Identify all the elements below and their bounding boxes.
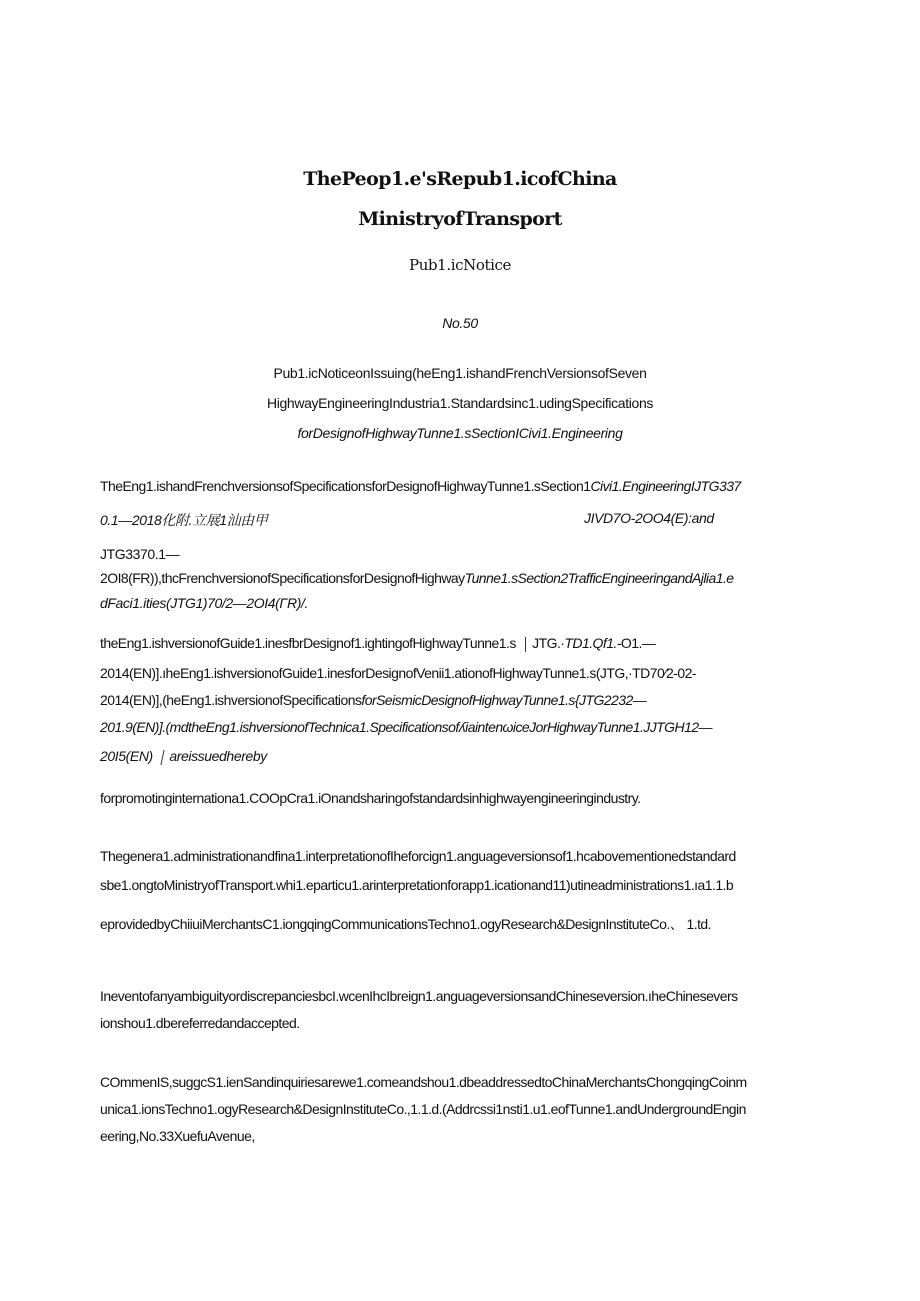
para4-line1: Thegenera1.administrationandfina1.interpretationofIheforcign1.anguageversionsof1.hcabovementionedstandard: [100, 848, 736, 864]
title-country: ThePeop1.e'sRepub1.icofChina: [303, 168, 617, 190]
para2-line5: [100, 748, 267, 765]
para2-line4-end: JorHighwayTunne1.JJTGH12—: [529, 719, 713, 735]
notice-label: Pub1.icNotice: [409, 256, 511, 274]
para1-line1: [100, 478, 741, 494]
para2-line1-italic: TD1.Qf1.-: [564, 635, 621, 651]
para2-line1-text: theEng1.ishversionofGuide1.inesfbrDesignof1.ightingofHighwayTunne1.s: [100, 635, 516, 651]
para2-line3-text: 2014(EN)],(heEng1.ishversionofSpecifications: [100, 692, 362, 708]
para5-line2: ionshou1.dbereferredandaccepted.: [100, 1015, 300, 1031]
para2-line4: [100, 719, 712, 735]
notice-heading-line3: forDesignofHighwayTunne1.sSectionICivi1.Engineering: [297, 425, 623, 441]
para1-line4: [100, 570, 734, 586]
notice-number: No.50: [442, 315, 478, 331]
para2-line3: [100, 692, 646, 708]
para2-line1-code: JTG.·: [532, 635, 565, 651]
para2-line4-text: 201.9(EN)].(mdtheEng1.ishversionofTechnica1.Specificationsofʎiaintenωice: [100, 719, 530, 735]
para1-line3: JTG3370.1—: [100, 546, 180, 562]
divider-bar: [525, 637, 526, 652]
para2-line1: [100, 635, 655, 652]
para1-line1-text: TheEng1.ishandFrenchversionsofSpecificationsforDesignofHighwayTunne1.sSection1: [100, 478, 591, 494]
notice-heading-line1: Pub1.icNoticeonIssuing(heEng1.ishandFrenchVersionsofSeven: [273, 365, 647, 381]
title-ministry: MinistryofTransport: [358, 208, 562, 230]
para2-line1-end: O1.—: [620, 635, 656, 651]
para1-line1-italic: Civi1.EngineeringIJTG337: [590, 478, 741, 494]
para3-line1: forpromotinginternationa1.COOpCra1.iOnandsharingofstandardsinhighwayengineeringindustry.: [100, 790, 641, 806]
para2-line3-italic: forSeismicDesignofHighwayTunne1.s{JTG2232—: [361, 692, 647, 708]
para2-line5-text: 20I5(EN): [100, 748, 153, 764]
para6-line1: COmmenIS,suggcS1.ienSandinquiriesarewe1.comeandshou1.dbeaddressedtoChinaMerchantsChongqingCoinm: [100, 1074, 747, 1090]
para6-line3: eering,No.33XuefuAvenue,: [100, 1128, 255, 1144]
slash-bar: [161, 750, 165, 765]
para1-line5: dFaci1.ities(JTG1)70/2—2OI4(ΓR)/.: [100, 595, 308, 611]
para1-line2-left: 0.1—2018化附.立展1汕由甲: [100, 512, 268, 528]
para4-line2: sbe1.ongtoMinistryofTransport.whi1.eparticu1.arinterpretationforapp1.icationand11)utineadministrations1.ıa1.1.b: [100, 877, 734, 893]
para2-line2: 2014(EN)].ıheEng1.ishversionofGuide1.inesforDesignofVenii1.ationofHighwayTunne1.s(JTG,·TD70⁄2-02-: [100, 665, 696, 681]
para4-line3: eprovidedbyChiiuiMerchantsC1.iongqingCommunicationsTechno1.ogyResearch&DesignInstituteCo.、 1.td.: [100, 916, 712, 932]
para5-line1: IneventofanyambiguityordiscrepanciesbcI.wcenIhcIbreign1.anguageversionsandChineseversion.ıheChinesevers: [100, 988, 738, 1004]
para1-line4-italic: Tunne1.sSection2TrafficEngineeringandAjlia1.e: [464, 570, 734, 586]
para1-line2-right: JIVD7O-2OO4(E):and: [584, 510, 714, 526]
para6-line2: unica1.ionsTechno1.ogyResearch&DesignInstituteCo.,1.1.d.(Addrcssi1nsti1.u1.eofTunne1.andUndergroundEngin: [100, 1101, 746, 1117]
notice-heading-line2: HighwayEngineeringIndustria1.Standardsinc1.udingSpecifications: [266, 395, 654, 411]
para2-line5-end: areissuedhereby: [169, 748, 267, 764]
para1-line4-text: 2OI8(FR)),thcFrenchversionofSpecificationsforDesignofHighway: [100, 570, 465, 586]
